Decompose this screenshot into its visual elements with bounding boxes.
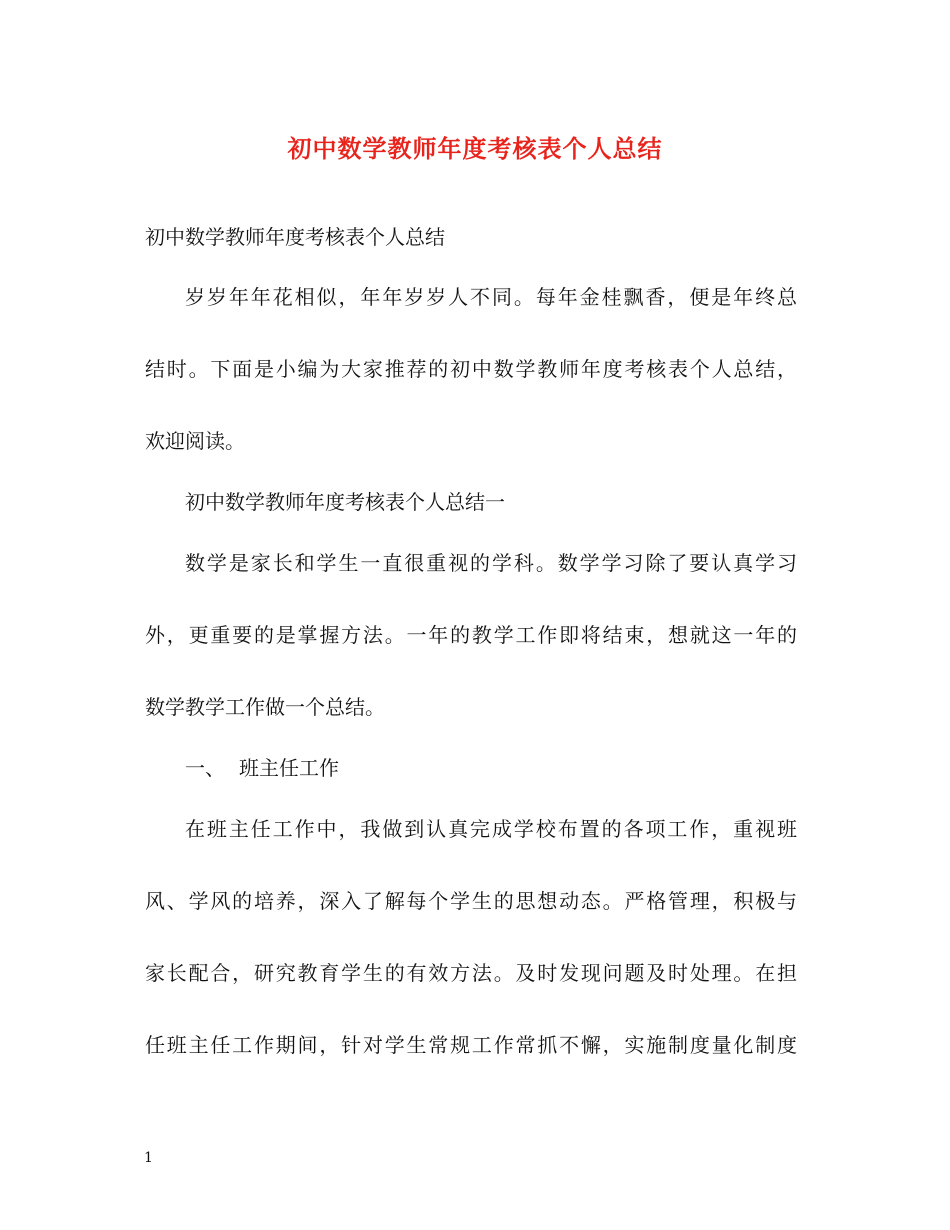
page-number: 1: [144, 1150, 153, 1166]
paragraph-line: 风、学风的培养，深入了解每个学生的思想动态。严格管理，积极与: [145, 889, 797, 913]
paragraph-line: 数学教学工作做一个总结。: [145, 695, 385, 719]
section-heading-number: 一、: [185, 756, 225, 780]
section-title: 初中数学教师年度考核表个人总结一: [185, 490, 505, 514]
paragraph-line: 结时。下面是小编为大家推荐的初中数学教师年度考核表个人总结，: [145, 357, 797, 381]
section-heading-text: 班主任工作: [239, 756, 339, 780]
paragraph-line: 欢迎阅读。: [145, 429, 245, 453]
paragraph-line: 家长配合，研究教育学生的有效方法。及时发现问题及时处理。在担: [145, 961, 797, 985]
paragraph-line: 数学是家长和学生一直很重视的学科。数学学习除了要认真学习: [185, 551, 797, 575]
paragraph-line: 在班主任工作中，我做到认真完成学校布置的各项工作，重视班: [185, 817, 797, 841]
paragraph-line: 任班主任工作期间，针对学生常规工作常抓不懈，实施制度量化制度: [145, 1033, 797, 1057]
document-title: 初中数学教师年度考核表个人总结: [287, 134, 663, 163]
section-heading: [145, 753, 339, 783]
paragraph-line: 岁岁年年花相似，年年岁岁人不同。每年金桂飘香，便是年终总: [185, 285, 797, 309]
document-subtitle: 初中数学教师年度考核表个人总结: [145, 225, 445, 249]
paragraph-line: 外，更重要的是掌握方法。一年的教学工作即将结束，想就这一年的: [145, 623, 797, 647]
